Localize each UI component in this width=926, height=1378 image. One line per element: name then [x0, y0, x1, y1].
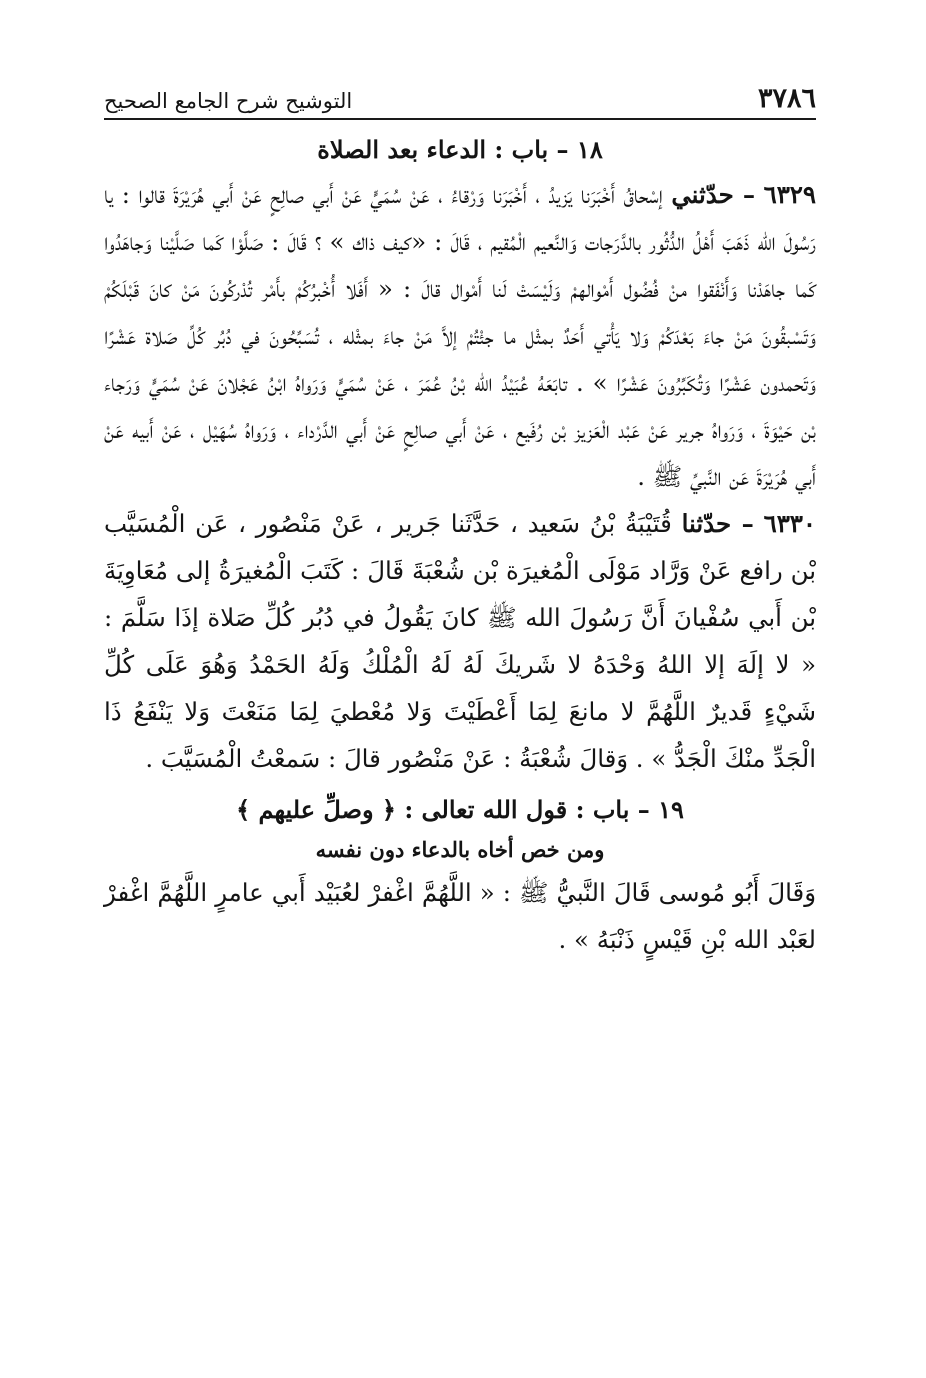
chapter-subheading: ومن خص أخاه بالدعاء دون نفسه	[315, 837, 605, 863]
hadith-intro: – حدّثنا	[681, 509, 754, 539]
chapter-heading: ١٨ – باب : الدعاء بعد الصلاة	[317, 135, 603, 164]
hadith-text: إسْحاقُ أَخْبَرَنا يَزيدُ ، أَخْبَرَنا وَرْقاءُ ، عَنْ سُمَيٍّ عَنْ أَبي صالِحٍ عَنْ أَبي هُرَيْرَةَ قالوا : يا رَسُولَ الله ذَهَبَ أَهْلُ الدُّثُور بالدَّرَجات وَالنَّعيم الْمُقيم ، قَالَ : «كيف ذاك » ؟ قَالَ : صَلَّوْا كَما صَلَّيْنا وَجاهَدُوا كَما جاهَدْنا وَأَنْفَقوا منْ فُضُول أَمْوالهمْ وَلَيْسَتْ لَنا أَمْوال قالَ : « أَفَلا أُخْبرُكُمْ بأَمْر تُدْركُونَ مَنْ كانَ قَبْلَكُمْ وَتَسْبقُونَ مَنْ جاءَ بَعْدَكُمْ وَلا يَأْتي أَحَدٌ بمثْل ما جئْتُمْ إلاَّ مَنْ جاءَ بمثْله ، تُسَبِّحُونَ في دُبُر كُلِّ صَلاة عَشْرًا وَتَحمدون عَشْرًا وَتُكَبِّرُونَ عَشْرًا » . تابَعَهُ عُبَيْدُ الله بْنُ عُمَرَ ، عَنْ سُمَيٍّ وَرَواهُ ابْنُ عَجْلانَ عَنْ سُمَيٍّ وَرَجاء بْن حَيْوَةَ ، وَرَواهُ جرير عَنْ عَبْد الْعَزيز بْن رُفَيع ، عَنْ أَبي صالِحٍ عَنْ أَبي الدَّرْداء ، وَرَواهُ سُهَيْل ، عَنْ أَبيه عَنْ أَبي هُرَيْرَةَ عَن النَّبيِّ ﷺ .	[104, 180, 816, 492]
hadith-text: قُتَيْبَةُ بْنُ سَعيد ، حَدَّثَنا جَرير ، عَنْ مَنْصُور ، عَن الْمُسَيَّب بْن رافع عَنْ وَرَّاد مَوْلَى الْمُغيرَة بْن شُعْبَةَ قَالَ : كَتَبَ الْمُغيرَةُ إلى مُعَاوِيَةَ بْن أَبي سُفْيانَ أَنَّ رَسُولَ الله ﷺ كانَ يَقُولُ في دُبُر كُلِّ صَلاة إذَا سَلَّمَ : « لا إلَهَ إلا اللهُ وَحْدَهُ لا شَريكَ لَهُ لَهُ الْمُلْكُ وَلَهُ الحَمْدُ وَهُوَ عَلَى كُلِّ شَيْءٍ قَديرٌ اللَّهُمَّ لا مانعَ لِمَا أَعْطَيْتَ وَلا مُعْطيَ لِمَا مَنَعْتَ وَلا يَنْفَعُ ذَا الْجَدِّ منْكَ الْجَدُّ » . وَقالَ شُعْبَةُ : عَنْ مَنْصُور قالَ : سَمعْتُ الْمُسَيَّبَ .	[104, 509, 816, 774]
hadith-intro: – حدّثني	[671, 180, 756, 210]
page-number: ٣٧٨٦	[757, 83, 816, 114]
hadith-paragraph	[104, 500, 816, 782]
chapter-heading: ١٩ – باب : قول الله تعالى : ﴿ وصلِّ عليهم ﴾	[236, 795, 684, 825]
hadith-number: ٦٣٣٠	[763, 509, 816, 539]
hadith-paragraph	[104, 171, 816, 500]
book-title: التوشيح شرح الجامع الصحيح	[104, 89, 353, 113]
running-header	[104, 58, 816, 120]
hadith-number: ٦٣٢٩	[763, 180, 816, 210]
suspended-narration: وَقَالَ أَبُو مُوسى قَالَ النَّبيُّ ﷺ : « اللَّهُمَّ اغْفرْ لعُبَيْد أَبي عامرٍ اللَّهُمَّ اغْفرْ لعَبْد الله بْنِ قَيْسٍ ذَنْبَهُ » .	[104, 877, 816, 954]
